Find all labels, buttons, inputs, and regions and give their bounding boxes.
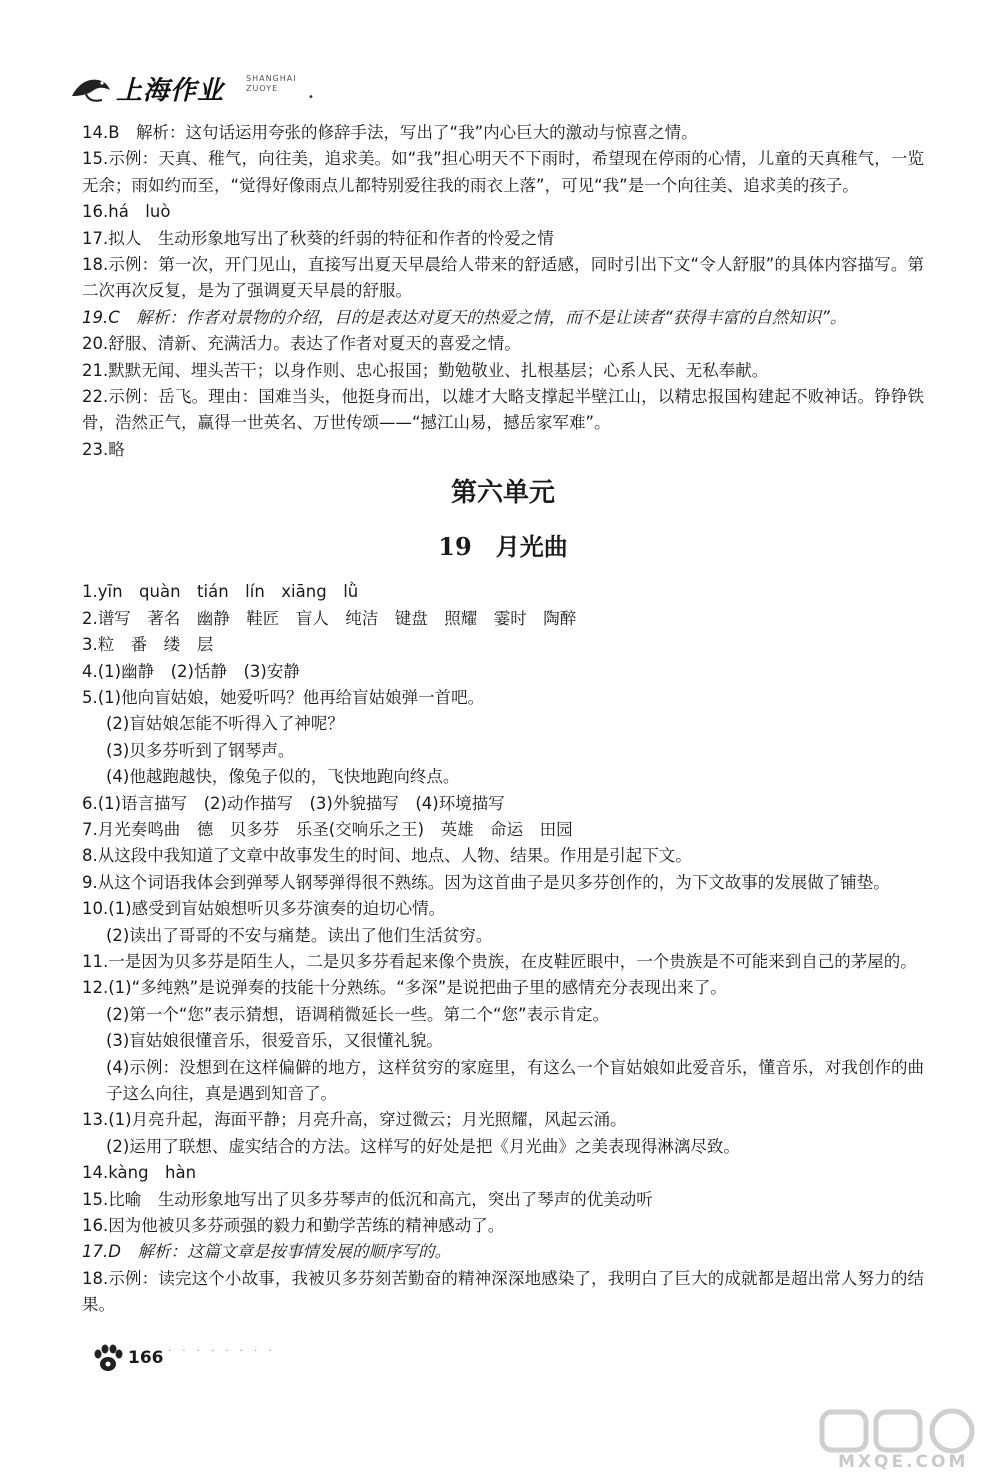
logo-bird-icon: [68, 70, 114, 104]
answer-line: (3)盲姑娘很懂音乐，很爱音乐，又很懂礼貌。: [106, 1031, 443, 1051]
logo-subtitle: SHANGHAI ZUOYE: [246, 74, 297, 93]
answer-line: 9.从这个词语我体会到弹琴人钢琴弹得很不熟练。因为这首曲子是贝多芬创作的，为下文故事的发展做了铺垫。: [82, 872, 890, 892]
answer-line: 18.示例：读完这个小故事，我被贝多芬刻苦勤奋的精神深深地感染了，我明白了巨大的成就都是超出常人努力的结果。: [82, 1268, 924, 1315]
answer-line: 18.示例：第一次，开门见山，直接写出夏天早晨给人带来的舒适感，同时引出下文“令人舒服”的具体内容描写。第二次再次反复，是为了强调夏天早晨的舒服。: [82, 255, 924, 301]
answer-line: (2)运用了联想、虚实结合的方法。这样写的好处是把《月光曲》之美表现得淋漓尽致。: [106, 1136, 740, 1156]
answer-line: (4)示例：没想到在这样偏僻的地方，这样贫穷的家庭里，有这么一个盲姑娘如此爱音乐，懂音乐，对我创作的曲子这么向往，真是遇到知音了。: [106, 1057, 924, 1103]
footer-dots: · · · · · · · ·: [168, 1346, 276, 1357]
answer-line: 17.拟人 生动形象地写出了秋葵的纤弱的特征和作者的怜爱之情: [82, 228, 554, 248]
lesson-number: 19: [438, 532, 472, 562]
answer-line: (2)盲姑娘怎能不听得入了神呢？: [106, 714, 344, 734]
answer-line: (3)贝多芬听到了钢琴声。: [106, 740, 295, 760]
unit-title: 第六单元: [450, 478, 555, 509]
answer-line: 2.谱写 著名 幽静 鞋匠 盲人 纯洁 键盘 照耀 霎时 陶醉: [82, 608, 577, 628]
watermark: [816, 1408, 986, 1474]
answer-line: 13.(1)月亮升起，海面平静；月亮升高，穿过微云；月光照耀，风起云涌。: [82, 1110, 627, 1130]
answer-line: 5.(1)他向盲姑娘，她爱听吗？他再给盲姑娘弹一首吧。: [82, 687, 485, 707]
lesson-name: 月光曲: [495, 532, 568, 562]
header: [68, 62, 328, 112]
answer-line: 17.D 解析：这篇文章是按事情发展的顺序写的。: [82, 1242, 451, 1262]
answer-line: 11.一是因为贝多芬是陌生人，二是贝多芬看起来像个贵族，在皮鞋匠眼中，一个贵族是不可能来到自己的茅屋的。: [82, 951, 917, 971]
page-footer: [90, 1340, 290, 1380]
answer-line: 15.示例：天真、稚气，向往美，追求美。如“我”担心明天不下雨时，希望现在停雨的心情，儿童的天真稚气，一览无余；雨如约而至，“觉得好像雨点儿都特别爱往我的雨衣上落”，可见“我”是一个向往美、追求美的孩子。: [82, 149, 924, 195]
answer-line: 16.因为他被贝多芬顽强的毅力和勤学苦练的精神感动了。: [82, 1216, 505, 1236]
watermark-text: MXQE.COM: [838, 1452, 969, 1472]
logo-dot: •: [308, 92, 314, 103]
answer-line: 23.略: [82, 439, 125, 459]
answer-line: 14.B 解析：这句话运用夸张的修辞手法，写出了“我”内心巨大的激动与惊喜之情。: [82, 123, 698, 142]
answer-line: 3.粒 番 缕 层: [82, 635, 214, 655]
answer-line: 15.比喻 生动形象地写出了贝多芬琴声的低沉和高亢，突出了琴声的优美动听: [82, 1189, 653, 1209]
answer-line: 4.(1)幽静 (2)恬静 (3)安静: [82, 661, 300, 681]
lesson-title: [82, 521, 924, 573]
answer-line: 10.(1)感受到盲姑娘想听贝多芬演奏的迫切心情。: [82, 899, 446, 919]
paw-icon: [90, 1340, 126, 1376]
answer-line: 12.(1)“多纯熟”是说弹奏的技能十分熟练。“多深”是说把曲子里的感情充分表现出来了。: [82, 978, 727, 998]
answer-line: (2)第一个“您”表示猜想，语调稍微延长一些。第二个“您”表示肯定。: [106, 1004, 610, 1024]
answer-line: 14.kàng hàn: [82, 1163, 197, 1183]
watermark-logo-icon: [816, 1408, 986, 1454]
answer-line: 7.月光奏鸣曲 德 贝多芬 乐圣(交响乐之王) 英雄 命运 田园: [82, 819, 573, 839]
answer-line: 21.默默无闻、埋头苦干；以身作则、忠心报国；勤勉敬业、扎根基层；心系人民、无私奉献。: [82, 360, 769, 380]
answer-line: 19.C 解析：作者对景物的介绍，目的是表达对夏天的热爱之情，而不是让读者“获得丰富的自然知识”。: [82, 307, 847, 327]
answer-line: 20.舒服、清新、充满活力。表达了作者对夏天的喜爱之情。: [82, 334, 521, 354]
answer-content: [82, 120, 924, 1319]
answer-line: 8.从这段中我知道了文章中故事发生的时间、地点、人物、结果。作用是引起下文。: [82, 846, 692, 866]
page-number: 166: [128, 1348, 164, 1368]
answer-line: 1.yīn quàn tián lín xiāng lǜ: [82, 582, 359, 602]
answer-line: (4)他越跑越快，像兔子似的，飞快地跑向终点。: [106, 767, 460, 787]
logo-text: 上海作业: [116, 76, 225, 106]
answer-line: 6.(1)语言描写 (2)动作描写 (3)外貌描写 (4)环境描写: [82, 793, 505, 813]
answer-line: 16.há luò: [82, 202, 171, 222]
answer-line: 22.示例：岳飞。理由：国难当头，他挺身而出，以雄才大略支撑起半壁江山，以精忠报国构建起不败神话。铮铮铁骨，浩然正气，赢得一世英名、万世传颂——“撼江山易，撼岳家军难”。: [82, 387, 924, 433]
answer-line: (2)读出了哥哥的不安与痛楚。读出了他们生活贫穷。: [106, 925, 493, 945]
